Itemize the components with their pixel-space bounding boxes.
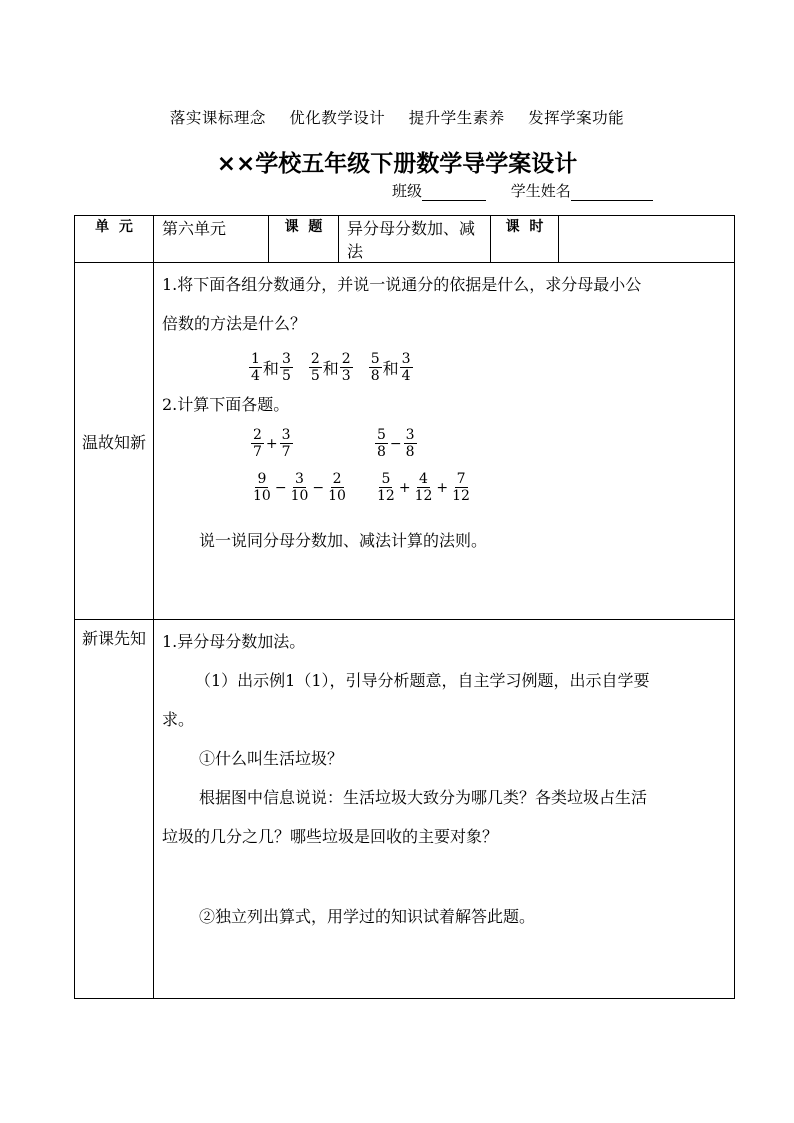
preview-p2-line1: 根据图中信息说说：生活垃圾大致分为哪几类？各类垃圾占生活 [199, 788, 648, 807]
fraction [249, 351, 262, 384]
unit-label: 单 元 [75, 216, 154, 263]
motto-4: 发挥学案功能 [528, 109, 625, 127]
period-label: 课 时 [491, 216, 559, 263]
denominator: 7 [281, 444, 291, 460]
preview-h1: 1.异分母分数加法。 [162, 632, 306, 651]
fraction [369, 351, 382, 384]
fraction [413, 471, 435, 504]
denominator: 12 [377, 488, 395, 504]
lesson-table [74, 215, 735, 999]
preview-content [154, 620, 735, 999]
numerator: 4 [419, 471, 428, 487]
review-rule: 说一说同分母分数加、减法计算的法则。 [199, 531, 488, 550]
topic-label: 课 题 [269, 216, 339, 263]
plus-sign: + [265, 435, 278, 452]
numerator: 3 [401, 350, 411, 367]
fraction-pair [248, 351, 294, 384]
plus-sign: + [398, 479, 411, 496]
denominator: 8 [370, 367, 380, 384]
fraction [400, 351, 413, 384]
numerator: 2 [253, 427, 262, 443]
denominator: 5 [281, 367, 291, 384]
fraction [251, 427, 264, 460]
numerator: 2 [341, 350, 351, 367]
review-q1-line1: 1.将下面各组分数通分，并说一说通分的依据是什么，求分母最小公 [162, 275, 642, 294]
pair-separator: 和 [322, 358, 339, 378]
motto-1: 落实课标理念 [169, 109, 266, 127]
pair-separator: 和 [262, 358, 279, 378]
preview-p1-line1: （1）出示例1（1），引导分析题意，自主学习例题，出示自学要 [195, 671, 650, 690]
fraction [289, 471, 311, 504]
fraction [326, 471, 348, 504]
motto-3: 提升学生素养 [408, 109, 505, 127]
numerator: 3 [281, 350, 291, 367]
denominator: 10 [253, 488, 271, 504]
expr-2 [374, 427, 418, 460]
student-info [392, 180, 653, 201]
fraction [450, 471, 472, 504]
minus-sign: − [312, 479, 325, 496]
denominator: 5 [310, 367, 320, 384]
fraction [340, 351, 353, 384]
fraction-pair [308, 351, 354, 384]
name-label: 学生姓名 [510, 182, 571, 200]
numerator: 7 [456, 471, 466, 487]
numerator: 5 [377, 427, 386, 443]
denominator: 10 [290, 488, 309, 504]
denominator: 8 [377, 444, 386, 460]
motto-2: 优化教学设计 [289, 109, 386, 127]
numerator: 3 [295, 471, 304, 487]
fraction [309, 351, 322, 384]
preview-label: 新课先知 [75, 620, 154, 999]
denominator: 10 [328, 488, 346, 504]
numerator: 5 [381, 471, 391, 487]
numerator: 5 [370, 350, 380, 367]
minus-sign: − [389, 435, 402, 452]
fraction [251, 471, 273, 504]
expr-grid [250, 427, 728, 511]
denominator: 12 [452, 488, 470, 504]
denominator: 7 [253, 444, 262, 460]
numerator: 2 [310, 350, 320, 367]
page-title: ××学校五年级下册数学导学案设计 [216, 151, 578, 177]
numerator: 9 [257, 471, 267, 487]
motto-line [0, 106, 794, 128]
denominator: 3 [341, 367, 351, 384]
expr-4 [374, 471, 473, 504]
fraction [280, 427, 293, 460]
review-q1-line2: 倍数的方法是什么？ [162, 314, 307, 333]
numerator: 1 [251, 350, 260, 367]
denominator: 8 [405, 444, 415, 460]
numerator: 3 [405, 427, 415, 443]
preview-q1: ①什么叫生活垃圾？ [199, 749, 344, 768]
numerator: 2 [332, 471, 342, 487]
preview-p1-line2: 求。 [162, 710, 195, 729]
numerator: 3 [281, 427, 291, 443]
preview-p2-line2: 垃圾的几分之几？哪些垃圾是回收的主要对象？ [162, 827, 499, 846]
expr-3 [250, 471, 349, 504]
review-content [154, 263, 735, 620]
fraction [404, 427, 417, 460]
pair-separator: 和 [382, 358, 399, 378]
unit-value: 第六单元 [154, 216, 269, 263]
header-row [75, 216, 735, 263]
review-label: 温故知新 [75, 263, 154, 620]
denominator: 4 [401, 367, 411, 384]
minus-sign: − [274, 479, 287, 496]
topic-value: 异分母分数加、减法 [339, 216, 491, 263]
fraction [375, 427, 388, 460]
name-field[interactable] [571, 184, 653, 201]
fraction [280, 351, 293, 384]
expr-1 [250, 427, 294, 460]
review-q2: 2.计算下面各题。 [162, 395, 290, 414]
class-label: 班级 [392, 182, 423, 200]
fraction-pair [368, 351, 414, 384]
class-field[interactable] [422, 184, 486, 201]
preview-q2: ②独立列出算式，用学过的知识试着解答此题。 [199, 907, 536, 926]
fraction [375, 471, 397, 504]
denominator: 12 [414, 488, 433, 504]
denominator: 4 [251, 367, 260, 384]
fraction-pairs [248, 347, 728, 387]
period-value[interactable] [559, 216, 735, 263]
plus-sign: + [436, 479, 449, 496]
review-row [75, 263, 735, 620]
preview-row [75, 620, 735, 999]
